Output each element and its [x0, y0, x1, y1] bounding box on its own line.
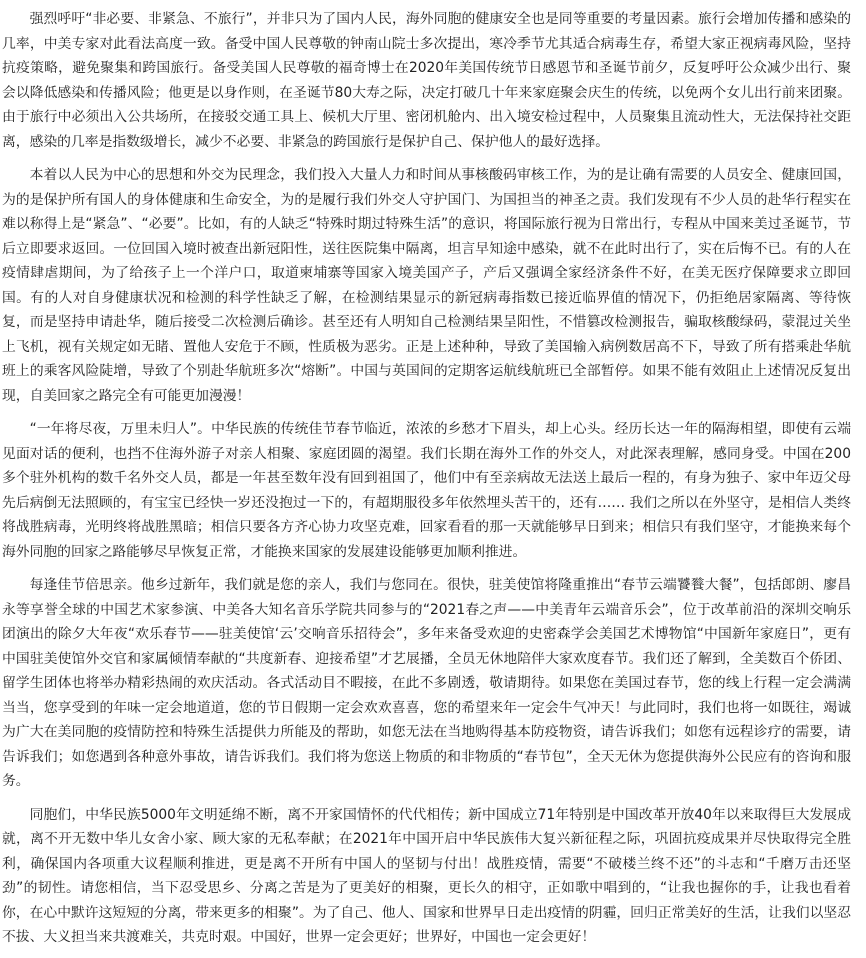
paragraph-verification-work: 本着以人民为中心的思想和外交为民理念，我们投入大量人力和时间从事核酸码审核工作，为的是让确有需要的人员安全、健康回国，为的是保护所有国人的身体健康和生命安全，为的是履行我们外交人守护国门、为国担当的神圣之责。我们发现有不少人员的赴华行程实在难以称得上是“紧急”、“必要”。比如，有的人缺乏“特殊时期过特殊生活”的意识，将国际旅行视为日常出行，专程从中国来美过圣诞节，节后立即要求返回。一位回国入境时被查出新冠阳性，送往医院集中隔离，坦言早知途中感染，就不在此时出行了，实在后悔不已。有的人在疫情肆虐期间，为了给孩子上一个洋户口，取道柬埔寨等国家入境美国产子，产后又强调全家经济条件不好，在美无医疗保障要求立即回国。有的人对自身健康状况和检测的科学性缺乏了解，在检测结果显示的新冠病毒指数已接近临界值的情况下，仍拒绝居家隔离、等待恢复，而是坚持申请赴华，随后接受二次检测后确诊。甚至还有人明知自己检测结果呈阳性，不惜篡改检测报告，骗取核酸绿码，蒙混过关坐上飞机，视有关规定如无睹、置他人安危于不顾，性质极为恶劣。正是上述种种，导致了美国输入病例数居高不下，导致了所有搭乘赴华航班上的乘客风险陡增，导致了个别赴华航班多次“熔断”。中国与英国间的定期客运航线航班已全部暂停。如果不能有效阻止上述情况反复出现，自美回家之路完全有可能更加漫漫！ — [2, 167, 851, 404]
paragraph-diplomats-abroad: “一年将尽夜，万里未归人”。中华民族的传统佳节春节临近，浓浓的乡愁才下眉头，却上心头。经历长达一年的隔海相望，即使有云端见面对话的便利，也挡不住海外游子对亲人相聚、家庭团圆的渴望。我们长期在海外工作的外交人，对此深表理解，感同身受。中国在200多个驻外机构的数千名外交人员，都是一年甚至数年没有回到祖国了，他们中有至亲病故无法送上最后一程的，有身为独子、家中年迈父母先后病倒无法照顾的，有宝宝已经快一岁还没抱过一下的，有超期服役多年依然埋头苦干的，还有…… 我们之所以在外坚守，是相信人类终将战胜病毒，光明终将战胜黑暗；相信只要各方齐心协力攻坚克难，回家看看的那一天就能够早日到来；相信只有我们坚守，才能换来每个海外同胞的回家之路能够尽早恢复正常，才能换来国家的发展建设能够更加顺利推进。 — [2, 421, 851, 560]
paragraph-travel-advice: 强烈呼吁“非必要、非紧急、不旅行”，并非只为了国内人民，海外同胞的健康安全也是同等重要的考量因素。旅行会增加传播和感染的几率，中美专家对此看法高度一致。备受中国人民尊敬的钟南山院士多次提出，寒冷季节尤其适合病毒生存，希望大家正视病毒风险，坚持抗疫策略，避免聚集和跨国旅行。备受美国人民尊敬的福奇博士在2020年美国传统节日感恩节和圣诞节前夕，反复呼吁公众减少出行、聚会以降低感染和传播风险；他更是以身作则，在圣诞节80大寿之际，决定打破几十年来家庭聚会庆生的传统，以免两个女儿出行前来团聚。由于旅行中必须出入公共场所，在接驳交通工具上、候机大厅里、密闭机舱内、出入境安检过程中，人员聚集且流动性大，无法保持社交距离，感染的几率是指数级增长，减少不必要、非紧急的跨国旅行是保护自己、保护他人的最好选择。 — [2, 11, 851, 150]
paragraph-closing-appeal: 同胞们，中华民族5000年文明延绵不断，离不开家国情怀的代代相传；新中国成立71年特别是中国改革开放40年以来取得巨大发展成就，离不开无数中华儿女舍小家、顾大家的无私奉献；在2021年中国开启中华民族伟大复兴新征程之际，巩固抗疫成果并尽快取得完全胜利，确保国内各项重大议程顺利推进，更是离不开所有中国人的坚韧与付出！战胜疫情，需要“不破楼兰终不还”的斗志和“千磨万击还坚劲”的韧性。请您相信，当下忍受思乡、分离之苦是为了更美好的相聚，更长久的相守，正如歌中唱到的，“让我也握你的手，让我也看着你，在心中默许这短短的分离，带来更多的相聚”。为了自己、他人、国家和世界早日走出疫情的阴霾，回归正常美好的生活，让我们以坚忍不拔、大义担当来共渡难关，共克时艰。中国好，世界一定会更好；世界好，中国也一定会更好！ — [2, 806, 851, 945]
paragraph-spring-festival-events: 每逢佳节倍思亲。他乡过新年，我们就是您的亲人，我们与您同在。很快，驻美使馆将隆重推出“春节云端饕餮大餐”，包括郎朗、廖昌永等享誉全球的中国艺术家参演、中美各大知名音乐学院共同参与的“2021春之声——中美青年云端音乐会”，位于改革前沿的深圳交响乐团演出的除夕大年夜“欢乐春节——驻美使馆‘云’交响音乐招待会”，多年来备受欢迎的史密森学会美国艺术博物馆“中国新年家庭日”，更有中国驻美使馆外交官和家属倾情奉献的“共度新春、迎接希望”才艺展播，全员无休地陪伴大家欢度春节。我们还了解到，全美数百个侨团、留学生团体也将举办精彩热闹的欢庆活动。各式活动目不暇接，在此不多剧透，敬请期待。如果您在美国过春节，您的线上行程一定会满满当当，您享受到的年味一定会地道道，您的节日假期一定会欢欢喜喜，您的希望来年一定会牛气冲天！与此同时，我们也将一如既往，竭诚为广大在美同胞的疫情防控和特殊生活提供力所能及的帮助，如您无法在当地购得基本防疫物资，请告诉我们；如您有远程诊疗的需要，请告诉我们；如您遇到各种意外事故，请告诉我们。我们将为您送上物质的和非物质的“春节包”，全天无休为您提供海外公民应有的咨询和服务。 — [2, 577, 851, 789]
